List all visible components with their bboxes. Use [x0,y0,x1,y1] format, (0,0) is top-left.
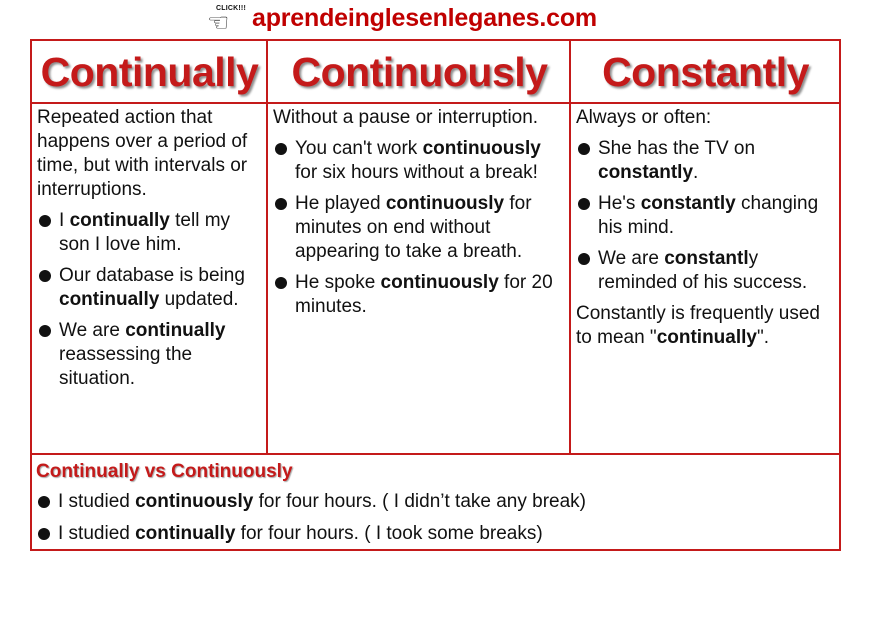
list-item: He played continuously for minutes on end without appearing to take a breath. [273,192,563,264]
list-item: You can't work continuously for six hours without a break! [273,137,563,185]
title-continually: Continually [40,49,259,95]
list-item: We are constantly reminded of his success. [576,247,836,295]
bullet-icon [39,270,51,282]
comparison-card [30,39,841,551]
site-header [0,0,880,40]
bullet-icon [275,198,287,210]
constantly-note: Constantly is frequently used to mean "continually". [576,303,820,348]
bullet-icon [578,198,590,210]
list-item: He's constantly changing his mind. [576,192,836,240]
list-item: I studied continuously for four hours. ( I didn’t take any break) [36,490,836,514]
comparison-title: Continually vs Continuously [36,461,293,482]
bottom-divider [32,453,839,455]
bullet-icon [275,277,287,289]
continually-cell [37,106,263,398]
list-item: He spoke continuously for 20 minutes. [273,271,563,319]
constantly-definition: Always or often: [576,107,712,128]
column-divider-2 [569,41,571,455]
bullet-icon [38,496,50,508]
column-divider-1 [266,41,268,455]
bullet-icon [275,143,287,155]
site-link[interactable]: aprendeinglesenleganes.com [252,4,597,32]
continually-definition: Repeated action that happens over a period of time, but with intervals or interruptions. [37,107,248,200]
continuously-definition: Without a pause or interruption. [273,107,539,128]
header-divider [32,102,839,104]
bullet-icon [39,325,51,337]
list-item: I studied continually for four hours. ( I took some breaks) [36,522,836,546]
continuously-cell [273,106,563,326]
comparison-section [36,460,836,554]
bullet-icon [578,253,590,265]
pointing-hand-icon[interactable]: ☞ [207,9,230,37]
bullet-icon [38,528,50,540]
list-item: She has the TV on constantly. [576,137,836,185]
click-label: CLICK!!! [216,5,246,12]
constantly-cell [576,106,836,357]
bullet-icon [578,143,590,155]
title-continuously: Continuously [291,49,548,95]
title-constantly: Constantly [602,49,809,95]
list-item: I continually tell my son I love him. [37,209,263,257]
list-item: We are continually reassessing the situation. [37,319,263,391]
bullet-icon [39,215,51,227]
list-item: Our database is being continually updated. [37,264,263,312]
